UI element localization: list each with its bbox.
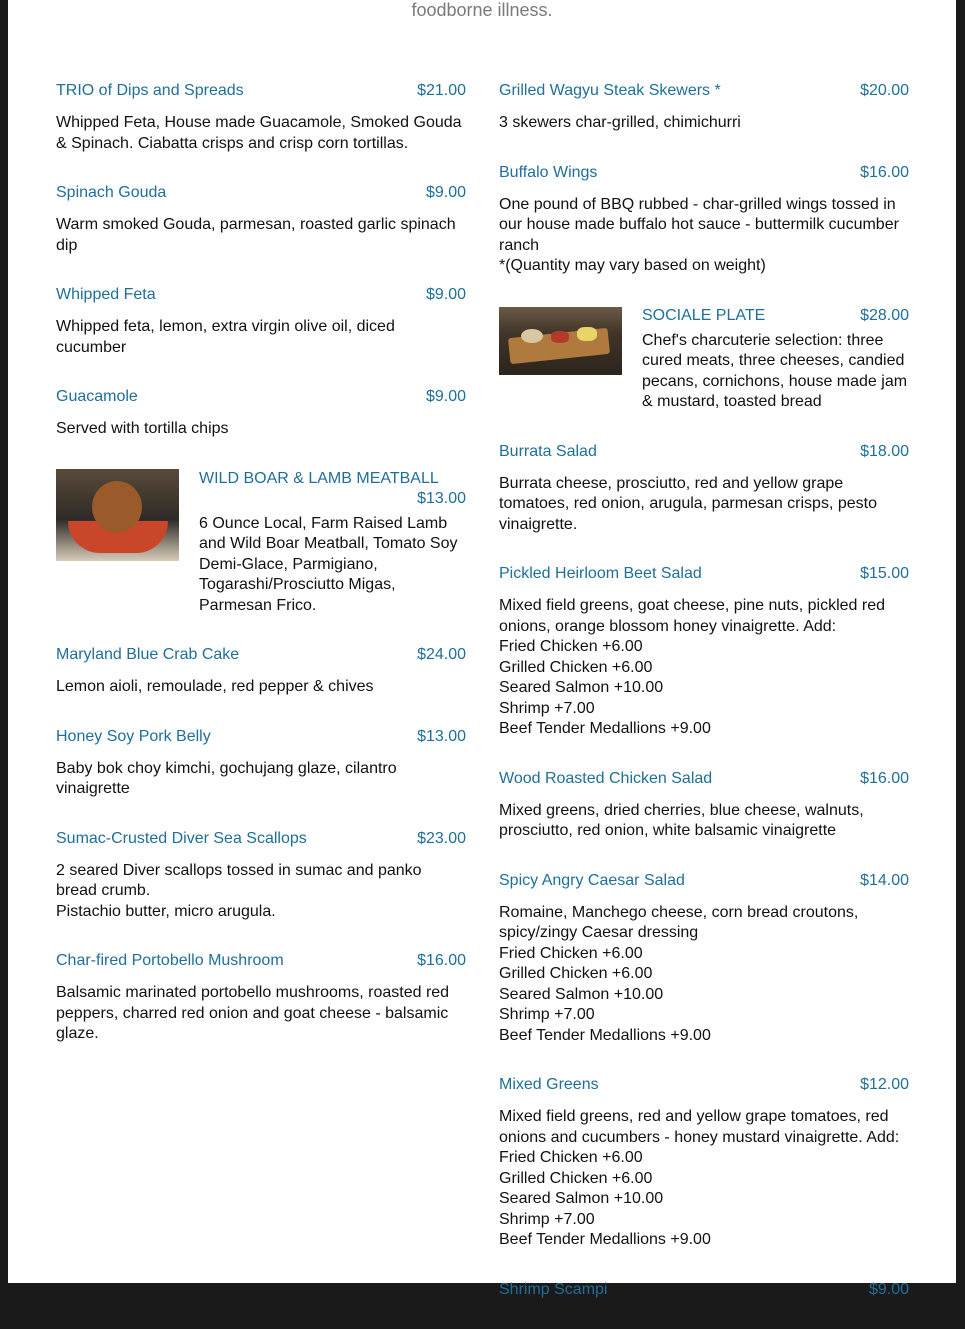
item-price: $9.00 [425,388,466,405]
item-description: Served with tortilla chips [56,420,229,437]
item-price: $13.00 [417,489,466,507]
charcuterie-image [499,307,622,375]
item-price: $16.00 [417,952,466,969]
item-name[interactable]: Char-fired Portobello Mushroom [56,952,284,969]
item-name[interactable]: Mixed Greens [499,1076,599,1093]
item-price: $15.00 [860,565,909,582]
item-description: 2 seared Diver scallops tossed in sumac and panko bread crumb. Pistachio butter, micro arugula. [56,861,422,920]
item-price: $9.00 [425,286,466,303]
item-description: Mixed field greens, red and yellow grape tomatoes, red onions and cucumbers - honey mustard vinaigrette. Add: Fried Chicken +6.00 Grilled Chicken +6.00 Seared Salmon +10.00 Shrimp +7.00 Beef Tender Medallions +9.00 [499,1108,900,1248]
menu-item [499,81,909,134]
item-name[interactable]: Buffalo Wings [499,163,598,181]
item-price: $16.00 [860,769,909,787]
item-description: 6 Ounce Local, Farm Raised Lamb and Wild Boar Meatball, Tomato Soy Demi-Glace, Parmigiano, Togarashi/Prosciutto Migas, Parmesan Frico. [199,514,458,614]
item-description: Warm smoked Gouda, parmesan, roasted garlic spinach dip [56,216,456,254]
item-name[interactable]: Burrata Salad [499,442,597,460]
menu-item [56,727,466,800]
item-name[interactable]: Honey Soy Pork Belly [56,727,211,745]
item-description: Mixed greens, dried cherries, blue cheese, walnuts, prosciutto, red onion, white balsamic vinaigrette [499,801,864,839]
menu-item [56,387,466,440]
item-name[interactable]: SOCIALE PLATE [642,306,766,324]
menu-item [56,951,466,1045]
menu-item [499,1075,909,1251]
menu-page [8,0,956,1298]
item-description: Mixed field greens, goat cheese, pine nuts, pickled red onions, orange blossom honey vinaigrette. Add: Fried Chicken +6.00 Grilled Chicken +6.00 Seared Salmon +10.00 Shrimp +7.00 Beef Tender Medallions +9.00 [499,597,886,737]
item-name[interactable]: Guacamole [56,388,138,405]
item-name[interactable]: Grilled Wagyu Steak Skewers * [499,82,721,99]
item-price: $13.00 [417,727,466,745]
food-safety-disclaimer: foodborne illness. [411,0,553,20]
menu-item [56,829,466,923]
item-description: Baby bok choy kimchi, gochujang glaze, cilantro vinaigrette [56,759,397,797]
item-body [642,306,909,413]
item-description: Whipped feta, lemon, extra virgin olive oil, diced cucumber [56,318,395,356]
item-name[interactable]: TRIO of Dips and Spreads [56,82,244,99]
item-body [199,469,466,617]
meatball-photo[interactable] [56,469,179,617]
charcuterie-photo[interactable] [499,306,622,413]
item-name[interactable]: Spicy Angry Caesar Salad [499,871,685,889]
item-description: Lemon aioli, remoulade, red pepper & chives [56,678,374,695]
menu-item [56,645,466,698]
item-price: $28.00 [860,306,909,324]
item-name[interactable]: Sumac-Crusted Diver Sea Scallops [56,829,307,847]
item-price: $20.00 [860,82,909,99]
item-name[interactable]: Shrimp Scampi [499,1280,608,1298]
menu-item-with-photo [56,469,466,617]
menu-item [499,871,909,1047]
item-price: $14.00 [860,871,909,889]
item-description: One pound of BBQ rubbed - char-grilled wings tossed in our house made buffalo hot sauce - buttermilk cucumber ranch *(Quantity may vary based on weight) [499,195,899,274]
item-description: Burrata cheese, prosciutto, red and yellow grape tomatoes, red onion, arugula, parmesan crisps, pesto vinaigrette. [499,474,877,533]
item-price: $21.00 [417,82,466,99]
menu-item [56,81,466,154]
item-name[interactable]: WILD BOAR & LAMB MEATBALL [199,469,439,487]
meatball-image [56,469,179,561]
item-description: Whipped Feta, House made Guacamole, Smoked Gouda & Spinach. Ciabatta crisps and crisp corn tortillas. [56,114,462,152]
item-price: $12.00 [860,1076,909,1093]
menu-column-left [56,81,466,1074]
item-price: $18.00 [860,442,909,460]
item-price: $16.00 [860,163,909,181]
item-name[interactable]: Maryland Blue Crab Cake [56,646,240,663]
menu-item [56,285,466,358]
item-price: $24.00 [417,646,466,663]
item-price: $23.00 [417,829,466,847]
menu-item [499,163,909,277]
item-name[interactable]: Whipped Feta [56,286,156,303]
menu-item [499,442,909,536]
menu-item [499,1280,909,1300]
item-price: $9.00 [425,184,466,201]
menu-column-right [499,81,909,1329]
item-description: 3 skewers char-grilled, chimichurri [499,114,741,131]
menu-item [499,769,909,842]
item-price: $9.00 [868,1280,909,1298]
item-name[interactable]: Pickled Heirloom Beet Salad [499,565,702,582]
item-description: Chef's charcuterie selection: three cured meats, three cheeses, candied pecans, cornichons, house made jam & mustard, toasted bread [642,331,908,410]
menu-item [56,183,466,256]
item-description: Balsamic marinated portobello mushrooms, roasted red peppers, charred red onion and goat cheese - balsamic glaze. [56,984,450,1042]
item-description: Romaine, Manchego cheese, corn bread croutons, spicy/zingy Caesar dressing Fried Chicken +6.00 Grilled Chicken +6.00 Seared Salmon +10.00 Shrimp +7.00 Beef Tender Medallions +9.00 [499,903,859,1044]
item-name[interactable]: Wood Roasted Chicken Salad [499,769,713,787]
item-name[interactable]: Spinach Gouda [56,184,167,201]
menu-item [499,564,909,740]
menu-item-with-photo [499,306,909,413]
